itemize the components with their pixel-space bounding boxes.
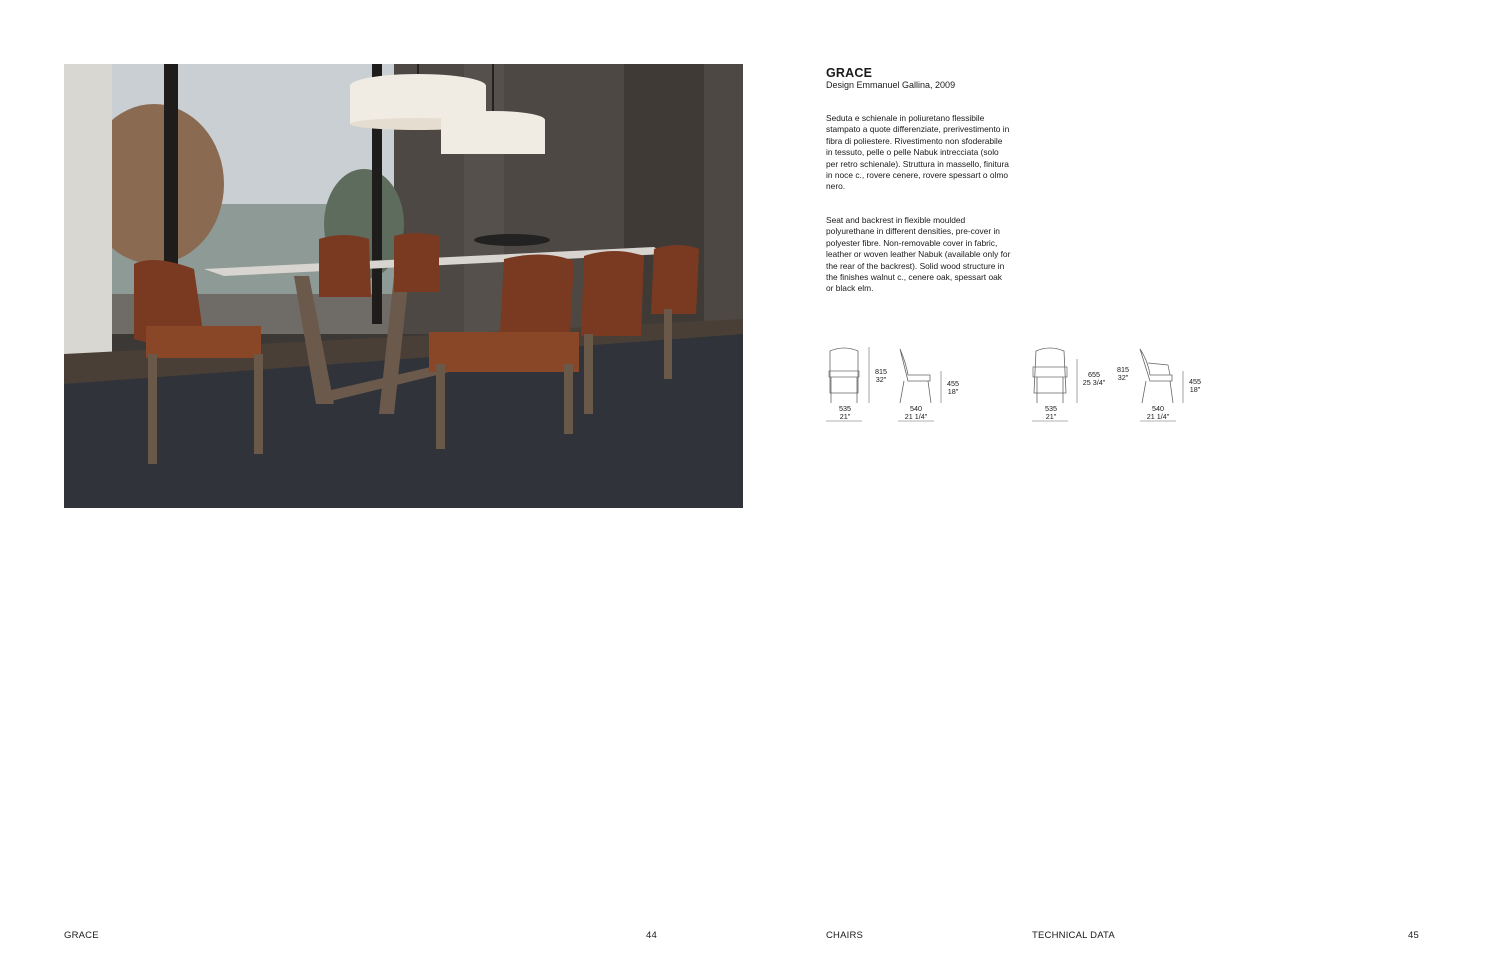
chair-seat-height-dimension: 455 18" [947, 379, 959, 396]
footer-subsection: TECHNICAL DATA [1032, 930, 1115, 941]
chair-height-dimension: 815 32" [875, 367, 887, 384]
footer-right-page-number: 45 [1408, 930, 1419, 941]
product-designer: Design Emmanuel Gallina, 2009 [826, 80, 956, 90]
armchair-height-dimension: 815 32" [1117, 365, 1129, 382]
product-photo [64, 64, 743, 508]
armchair-seat-height-dimension: 455 18" [1189, 377, 1201, 394]
product-title: GRACE [826, 66, 873, 80]
armchair-depth-dimension: 540 21 1/4" [1146, 404, 1170, 421]
footer-left-page-number: 44 [646, 930, 657, 941]
chair-width-dimension: 535 21" [839, 404, 851, 421]
description-italian: Seduta e schienale in poliuretano flessibile stampato a quote differenziate, prerivestimento in fibra di poliestere. Rivestimento non sfoderabile in tessuto, pelle o pelle Nabuk intrecciata (solo per retro schienale). Struttura in massello, finitura in noce c., rovere cenere, rovere spessart o olmo nero. [826, 113, 1010, 192]
dining-room-illustration [64, 64, 743, 508]
footer-section: CHAIRS [826, 930, 864, 941]
chair-depth-dimension: 540 21 1/4" [904, 404, 928, 421]
armchair-arm-height-dimension: 655 25 3/4" [1082, 370, 1106, 387]
armchair-width-dimension: 535 21" [1045, 404, 1057, 421]
footer-left-title: GRACE [64, 930, 99, 941]
description-english: Seat and backrest in flexible moulded polyurethane in different densities, pre-cover in polyester fibre. Non-removable cover in fabric, leather or woven leather Nabuk (available only for the rear of the backrest). Solid wood structure in the finishes walnut c., cenere oak, spessart oak or black elm. [826, 215, 1011, 294]
